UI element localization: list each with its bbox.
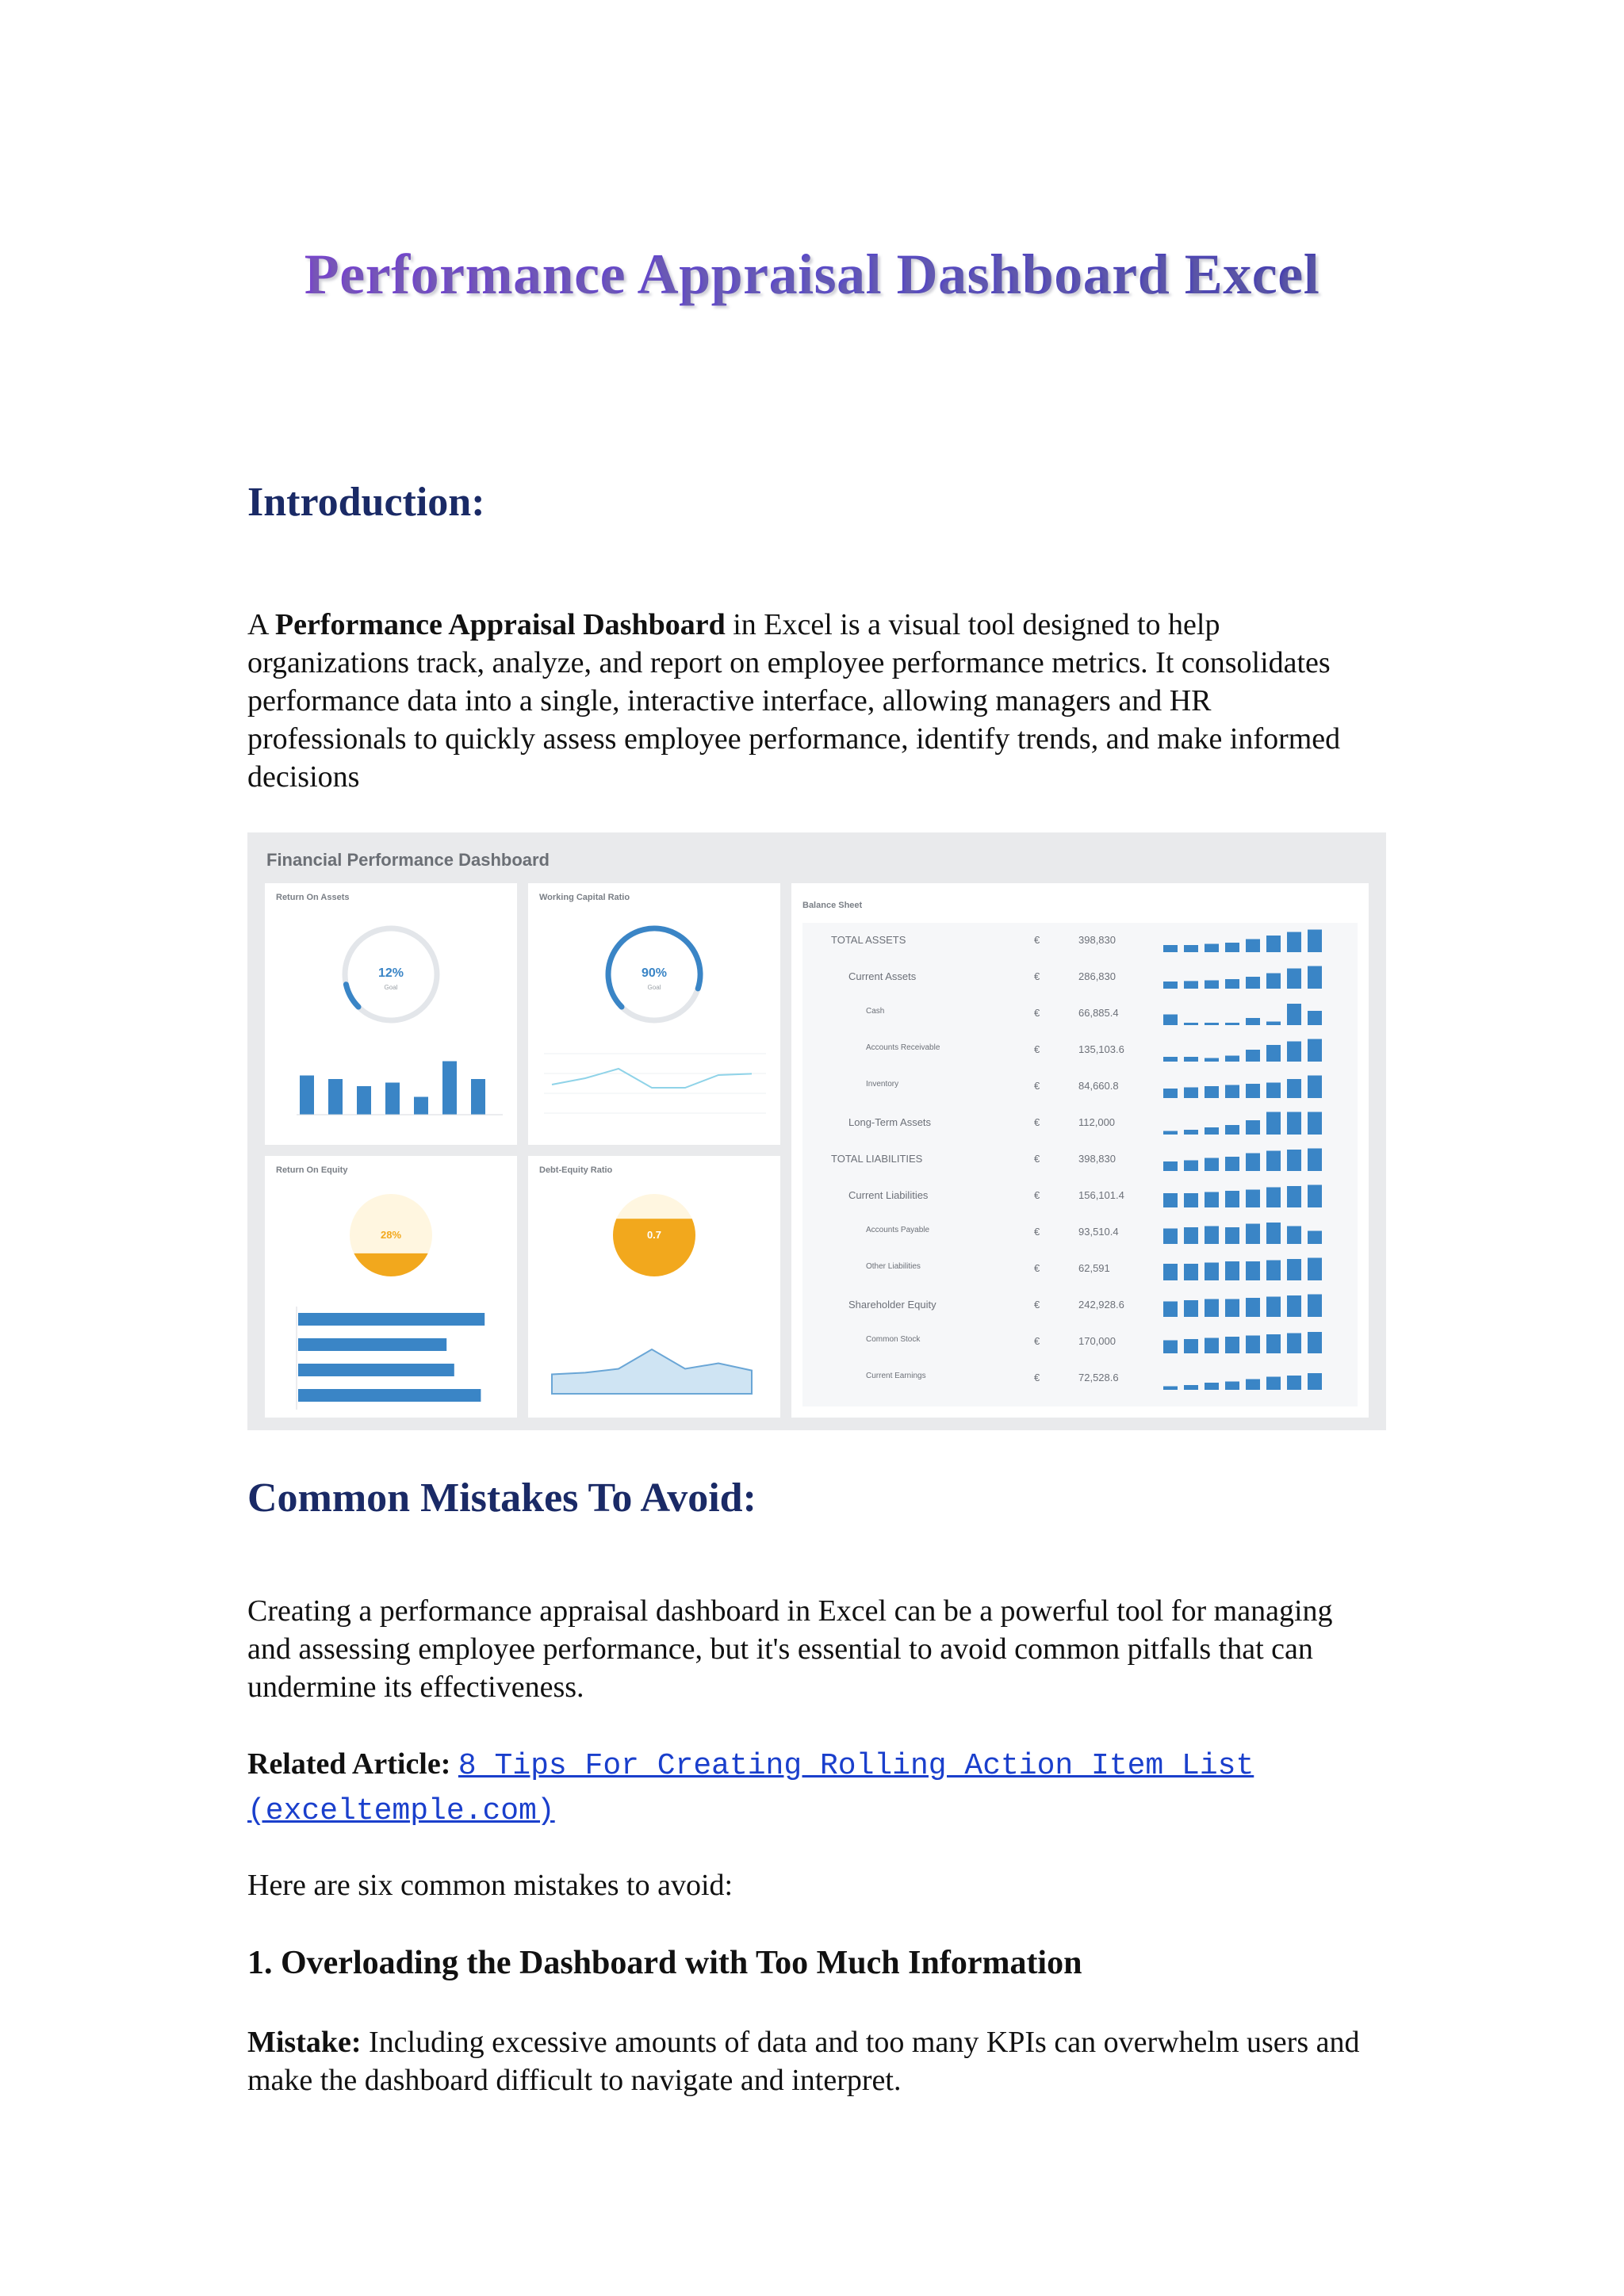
balance-sheet-sparkbar: [1163, 1161, 1178, 1171]
balance-sheet-sparkbar: [1205, 1338, 1219, 1354]
der-area: [552, 1349, 752, 1394]
balance-sheet-sparkbar: [1287, 1004, 1301, 1025]
document-title: Performance Appraisal Dashboard Excel: [0, 242, 1624, 308]
roa-chart: [265, 883, 517, 1145]
balance-sheet-currency: €: [1034, 1007, 1040, 1019]
wcr-chart: [528, 883, 780, 1145]
balance-sheet-currency: €: [1034, 1116, 1040, 1128]
balance-sheet-sparkbar: [1225, 1056, 1239, 1062]
balance-sheet-sparkbars: [1163, 964, 1330, 989]
balance-sheet-sparkbar: [1163, 1193, 1178, 1207]
roe-title: Return On Equity: [276, 1165, 348, 1175]
balance-sheet-sparkbar: [1246, 1336, 1260, 1354]
balance-sheet-row: [802, 1251, 1358, 1288]
roe-bar: [298, 1364, 454, 1376]
balance-sheet-value: 84,660.8: [1078, 1080, 1119, 1092]
roa-title: Return On Assets: [276, 893, 350, 902]
balance-sheet-sparkbar: [1266, 1045, 1281, 1062]
balance-sheet-sparkbar: [1246, 1190, 1260, 1208]
balance-sheet-sparkbar: [1205, 1086, 1219, 1098]
balance-sheet-sparkbar: [1163, 1229, 1178, 1245]
balance-sheet-sparkbar: [1266, 1188, 1281, 1208]
wcr-title: Working Capital Ratio: [539, 893, 630, 902]
balance-sheet-value: 93,510.4: [1078, 1226, 1119, 1238]
intro-rest: in Excel is a visual tool designed to help organizations track, analyze, and report on employee performance metrics. It consolidates performance data into a single, interactive interface, allowing managers and HR professionals to quickly assess employee performance, identify trends, and make informed decisions: [247, 608, 1341, 794]
balance-sheet-sparkbar: [1163, 945, 1178, 952]
balance-sheet-sparkbars: [1163, 1365, 1330, 1391]
balance-sheet-sparkbar: [1163, 1302, 1178, 1318]
wcr-sub: Goal: [647, 984, 661, 991]
balance-sheet-sparkbar: [1287, 969, 1301, 989]
intro-prefix: A: [247, 608, 275, 641]
panel-working-capital-ratio: [528, 883, 780, 1145]
der-title: Debt-Equity Ratio: [539, 1165, 613, 1175]
panel-balance-sheet: [791, 883, 1369, 1418]
balance-sheet-label: Other Liabilities: [866, 1262, 921, 1271]
point1-paragraph: [247, 2023, 1373, 2099]
balance-sheet-sparkbar: [1287, 1079, 1301, 1098]
balance-sheet-row: [802, 1105, 1358, 1142]
balance-sheet-sparkbars: [1163, 1073, 1330, 1099]
balance-sheet-sparkbar: [1184, 1264, 1198, 1280]
balance-sheet-sparkbar: [1246, 1084, 1260, 1098]
balance-sheet-sparkbar: [1205, 1192, 1219, 1208]
balance-sheet-row: [802, 1069, 1358, 1105]
balance-sheet-sparkbar: [1287, 1112, 1301, 1135]
balance-sheet-row: [802, 1032, 1358, 1069]
dashboard-title: Financial Performance Dashboard: [266, 850, 550, 870]
balance-sheet-sparkbar: [1205, 1383, 1219, 1390]
balance-sheet-label: Accounts Payable: [866, 1226, 930, 1234]
balance-sheet-sparkbar: [1205, 1127, 1219, 1135]
balance-sheet-currency: €: [1034, 1299, 1040, 1311]
balance-sheet-label: TOTAL ASSETS: [831, 934, 906, 946]
balance-sheet-sparkbar: [1246, 1120, 1260, 1135]
balance-sheet-currency: €: [1034, 1080, 1040, 1092]
roe-liquid: [350, 1253, 432, 1278]
roa-sub: Goal: [384, 984, 398, 991]
balance-sheet-sparkbar: [1308, 930, 1322, 953]
balance-sheet-sparkbar: [1225, 1125, 1239, 1135]
balance-sheet-sparkbar: [1184, 981, 1198, 989]
wcr-value: 90%: [641, 966, 668, 980]
balance-sheet-sparkbar: [1246, 1298, 1260, 1317]
balance-sheet-sparkbar: [1246, 939, 1260, 953]
roa-bar: [471, 1079, 485, 1115]
roe-chart: [265, 1156, 517, 1418]
balance-sheet-sparkbar: [1287, 1042, 1301, 1062]
balance-sheet-sparkbar: [1266, 1261, 1281, 1281]
roa-bar: [442, 1062, 457, 1115]
balance-sheet-sparkbar: [1287, 1259, 1301, 1280]
balance-sheet-currency: €: [1034, 1043, 1040, 1055]
balance-sheet-sparkbar: [1163, 1131, 1178, 1135]
roe-bars: [298, 1313, 485, 1402]
balance-sheet-sparkbar: [1205, 1263, 1219, 1281]
balance-sheet-row: [802, 959, 1358, 996]
balance-sheet-value: 156,101.4: [1078, 1189, 1124, 1201]
balance-sheet-sparkbar: [1287, 1376, 1301, 1390]
balance-sheet-sparkbar: [1225, 1299, 1239, 1318]
mistakes-intro: Creating a performance appraisal dashboard in Excel can be a powerful tool for managing and assessing employee performance, but it's essential to avoid common pitfalls that can undermine its effectiveness.: [247, 1594, 1333, 1704]
balance-sheet-value: 398,830: [1078, 934, 1116, 946]
balance-sheet-sparkbars: [1163, 1219, 1330, 1245]
balance-sheet-sparkbar: [1184, 945, 1198, 952]
balance-sheet-sparkbar: [1246, 1261, 1260, 1280]
balance-sheet-value: 62,591: [1078, 1262, 1110, 1274]
point1-text: Including excessive amounts of data and too many KPIs can overwhelm users and make the dashboard difficult to navigate and interpret.: [247, 2026, 1360, 2097]
balance-sheet-value: 112,000: [1078, 1116, 1116, 1128]
balance-sheet-sparkbar: [1184, 1161, 1198, 1172]
balance-sheet-label: Accounts Receivable: [866, 1043, 940, 1052]
panel-return-on-assets: [265, 883, 517, 1145]
balance-sheet-sparkbar: [1287, 1150, 1301, 1171]
wcr-line: [552, 1069, 752, 1088]
balance-sheet-label: Current Liabilities: [848, 1189, 929, 1201]
balance-sheet-sparkbar: [1225, 1337, 1239, 1353]
balance-sheet-sparkbar: [1308, 1258, 1322, 1281]
balance-sheet-currency: €: [1034, 970, 1040, 982]
balance-sheet-sparkbar: [1287, 932, 1301, 953]
balance-sheet-sparkbar: [1163, 1015, 1178, 1026]
balance-sheet-sparkbar: [1184, 1385, 1198, 1390]
balance-sheet-sparkbar: [1308, 1332, 1322, 1353]
roa-gauge-fill: [346, 985, 358, 1007]
roa-bar: [385, 1083, 400, 1115]
balance-sheet-sparkbar: [1246, 1224, 1260, 1245]
balance-sheet-sparkbars: [1163, 1183, 1330, 1208]
balance-sheet-currency: €: [1034, 1189, 1040, 1201]
balance-sheet-sparkbar: [1266, 1223, 1281, 1244]
balance-sheet-sparkbar: [1225, 1261, 1239, 1280]
panel-return-on-equity: [265, 1156, 517, 1418]
balance-sheet-sparkbar: [1163, 1387, 1178, 1391]
balance-sheet-row: [802, 923, 1358, 959]
balance-sheet-row: [802, 1288, 1358, 1324]
balance-sheet-sparkbar: [1308, 1149, 1322, 1172]
roa-bar: [414, 1097, 428, 1115]
intro-bold-term: Performance Appraisal Dashboard: [274, 608, 726, 641]
balance-sheet-label: Shareholder Equity: [848, 1299, 936, 1311]
roa-bar: [357, 1086, 371, 1115]
balance-sheet-sparkbar: [1205, 944, 1219, 953]
related-article: [247, 1743, 1373, 1833]
der-liquid: [613, 1219, 695, 1278]
balance-sheet-sparkbar: [1287, 1226, 1301, 1245]
balance-sheet-label: Current Assets: [848, 970, 917, 982]
balance-sheet-sparkbars: [1163, 1256, 1330, 1281]
roa-bars: [300, 1062, 485, 1115]
balance-sheet-sparkbar: [1246, 1154, 1260, 1172]
balance-sheet-sparkbar: [1205, 1058, 1219, 1062]
roe-bar: [298, 1338, 446, 1351]
balance-sheet-sparkbar: [1287, 1186, 1301, 1207]
roe-bar: [298, 1313, 485, 1326]
balance-sheet-label: Inventory: [866, 1080, 899, 1089]
roe-bar: [298, 1389, 481, 1402]
balance-sheet-sparkbar: [1266, 1297, 1281, 1318]
balance-sheet-currency: €: [1034, 1372, 1040, 1383]
dashboard-image: [247, 832, 1386, 1430]
balance-sheet-sparkbar: [1308, 966, 1322, 989]
roa-bar: [328, 1079, 343, 1115]
balance-sheet-sparkbar: [1184, 1193, 1198, 1207]
balance-sheet-sparkbar: [1184, 1227, 1198, 1244]
mistakes-heading: Common Mistakes To Avoid:: [247, 1475, 756, 1521]
balance-sheet-sparkbar: [1308, 1373, 1322, 1390]
balance-sheet-label: Common Stock: [866, 1335, 921, 1344]
balance-sheet-sparkbar: [1184, 1023, 1198, 1025]
balance-sheet-sparkbar: [1308, 1231, 1322, 1245]
balance-sheet-title: Balance Sheet: [802, 901, 863, 910]
balance-sheet-sparkbar: [1205, 1299, 1219, 1318]
balance-sheet-sparkbar: [1205, 1226, 1219, 1245]
balance-sheet-sparkbar: [1308, 1039, 1322, 1062]
balance-sheet-sparkbar: [1308, 1011, 1322, 1025]
balance-sheet-row: [802, 1360, 1358, 1397]
balance-sheet-sparkbar: [1184, 1057, 1198, 1062]
balance-sheet-sparkbar: [1225, 1157, 1239, 1171]
balance-sheet-sparkbars: [1163, 1329, 1330, 1354]
balance-sheet-value: 66,885.4: [1078, 1007, 1119, 1019]
der-chart: [528, 1156, 780, 1418]
balance-sheet-rows: [802, 923, 1358, 1406]
balance-sheet-row: [802, 1178, 1358, 1215]
balance-sheet-row: [802, 996, 1358, 1032]
balance-sheet-sparkbar: [1266, 974, 1281, 989]
roa-value: 12%: [377, 966, 404, 980]
balance-sheet-sparkbars: [1163, 928, 1330, 953]
balance-sheet-sparkbar: [1266, 936, 1281, 952]
balance-sheet-label: Long-Term Assets: [848, 1116, 932, 1128]
balance-sheet-sparkbar: [1225, 1085, 1239, 1099]
balance-sheet-sparkbar: [1163, 1264, 1178, 1280]
balance-sheet-sparkbar: [1225, 979, 1239, 989]
balance-sheet-value: 242,928.6: [1078, 1299, 1124, 1311]
roa-bar: [300, 1076, 314, 1115]
balance-sheet-row: [802, 1324, 1358, 1360]
balance-sheet-sparkbar: [1184, 1130, 1198, 1135]
balance-sheet-sparkbar: [1308, 1076, 1322, 1099]
balance-sheet-currency: €: [1034, 1226, 1040, 1238]
balance-sheet-currency: €: [1034, 1262, 1040, 1274]
der-value: 0.7: [646, 1229, 662, 1241]
balance-sheet-sparkbar: [1287, 1295, 1301, 1317]
balance-sheet-sparkbars: [1163, 1146, 1330, 1172]
balance-sheet-sparkbar: [1184, 1339, 1198, 1353]
balance-sheet-sparkbar: [1308, 1112, 1322, 1135]
balance-sheet-label: Current Earnings: [866, 1372, 926, 1380]
balance-sheet-sparkbars: [1163, 1001, 1330, 1026]
balance-sheet-value: 170,000: [1078, 1335, 1116, 1347]
balance-sheet-value: 72,528.6: [1078, 1372, 1119, 1383]
balance-sheet-sparkbar: [1225, 1023, 1239, 1025]
balance-sheet-sparkbars: [1163, 1037, 1330, 1062]
balance-sheet-sparkbar: [1184, 1088, 1198, 1099]
balance-sheet-sparkbar: [1184, 1300, 1198, 1317]
balance-sheet-sparkbars: [1163, 1110, 1330, 1135]
balance-sheet-sparkbar: [1163, 982, 1178, 989]
six-mistakes-line: Here are six common mistakes to avoid:: [247, 1869, 733, 1902]
balance-sheet-value: 398,830: [1078, 1153, 1116, 1165]
balance-sheet-sparkbar: [1246, 977, 1260, 989]
balance-sheet-sparkbar: [1163, 1089, 1178, 1098]
point1-heading: 1. Overloading the Dashboard with Too Much Information: [247, 1945, 1082, 1981]
balance-sheet-label: TOTAL LIABILITIES: [831, 1153, 923, 1165]
balance-sheet-sparkbar: [1163, 1057, 1178, 1062]
balance-sheet-sparkbar: [1287, 1334, 1301, 1354]
balance-sheet-sparkbar: [1266, 1022, 1281, 1026]
intro-paragraph: [247, 606, 1373, 796]
balance-sheet-sparkbar: [1205, 981, 1219, 989]
panel-debt-equity-ratio: [528, 1156, 780, 1418]
balance-sheet-value: 135,103.6: [1078, 1043, 1124, 1055]
balance-sheet-sparkbar: [1308, 1295, 1322, 1318]
balance-sheet-sparkbar: [1266, 1112, 1281, 1135]
balance-sheet-sparkbar: [1266, 1334, 1281, 1353]
balance-sheet-sparkbar: [1246, 1018, 1260, 1025]
balance-sheet-currency: €: [1034, 934, 1040, 946]
wcr-grid: [544, 1054, 766, 1113]
balance-sheet-sparkbar: [1246, 1380, 1260, 1391]
balance-sheet-sparkbar: [1205, 1158, 1219, 1172]
balance-sheet-sparkbar: [1163, 1341, 1178, 1354]
intro-heading: Introduction:: [247, 480, 485, 525]
related-article-link[interactable]: 8 Tips For Creating Rolling Action Item List (exceltemple.com): [247, 1749, 1254, 1828]
balance-sheet-sparkbar: [1225, 943, 1239, 952]
roe-value: 28%: [380, 1229, 402, 1241]
balance-sheet-sparkbar: [1225, 1382, 1239, 1391]
balance-sheet-sparkbar: [1266, 1377, 1281, 1391]
balance-sheet-row: [802, 1142, 1358, 1178]
balance-sheet-row: [802, 1215, 1358, 1251]
balance-sheet-currency: €: [1034, 1153, 1040, 1165]
balance-sheet-sparkbar: [1205, 1023, 1219, 1025]
related-label: Related Article:: [247, 1747, 451, 1781]
balance-sheet-sparkbar: [1225, 1191, 1239, 1207]
balance-sheet-sparkbar: [1225, 1227, 1239, 1244]
balance-sheet-sparkbar: [1308, 1185, 1322, 1208]
balance-sheet-value: 286,830: [1078, 970, 1116, 982]
balance-sheet-currency: €: [1034, 1335, 1040, 1347]
balance-sheet-sparkbar: [1266, 1151, 1281, 1172]
balance-sheet-sparkbar: [1266, 1083, 1281, 1099]
balance-sheet-sparkbars: [1163, 1292, 1330, 1318]
balance-sheet-label: Cash: [866, 1007, 885, 1016]
point1-label: Mistake:: [247, 2026, 362, 2059]
balance-sheet-sparkbar: [1246, 1050, 1260, 1062]
